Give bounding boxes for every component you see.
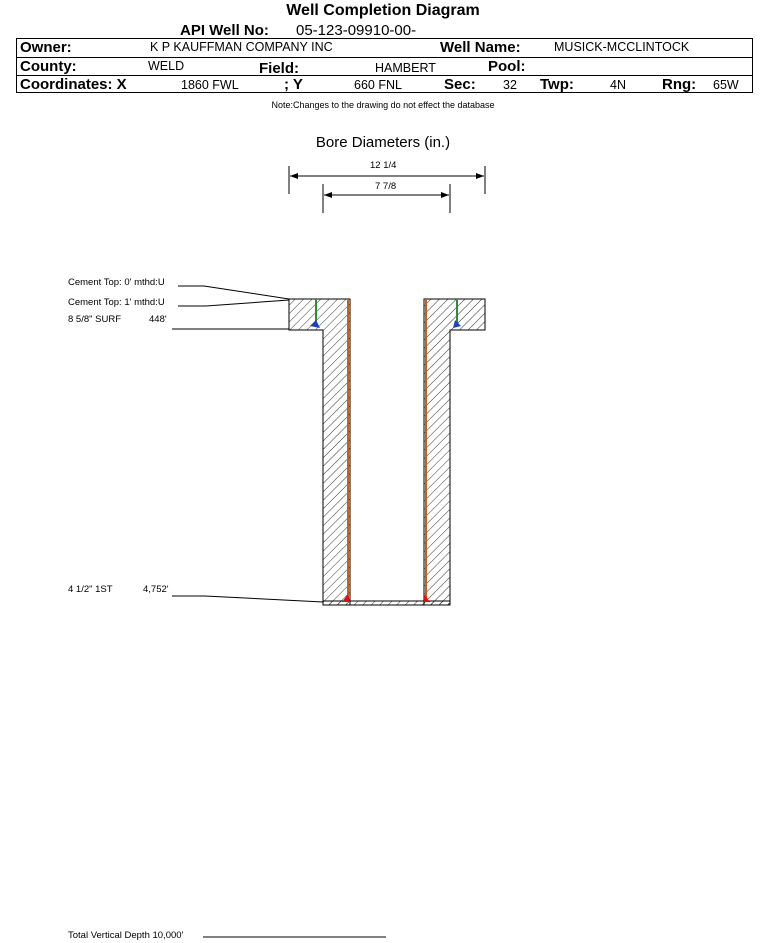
bore-diameters-title: Bore Diameters (in.): [315, 134, 451, 151]
coord-y-label: ; Y: [284, 76, 303, 93]
coord-x-label: Coordinates: X: [20, 76, 127, 93]
bottom-cement: [323, 601, 450, 605]
inner-diameter-dimension: [323, 184, 450, 213]
rng-label: Rng:: [662, 76, 697, 93]
surface-casing-depth: 448': [149, 314, 167, 325]
cement-top-label: Cement Top: 0' mthd:U: [68, 277, 165, 288]
inner-diameter-label: 7 7/8: [375, 181, 397, 192]
field-value: HAMBERT: [375, 61, 436, 75]
county-label: County:: [20, 58, 77, 75]
production-casing-label: 4 1/2" 1ST: [68, 584, 113, 595]
sec-label: Sec:: [444, 76, 476, 93]
twp-label: Twp:: [540, 76, 574, 93]
production-casing-depth: 4,752': [143, 584, 169, 595]
well-name-value: MUSICK-MCCLINTOCK: [554, 40, 690, 54]
diagram-title: Well Completion Diagram: [286, 2, 480, 19]
coord-x-value: 1860 FWL: [181, 78, 239, 92]
total-depth-label: Total Vertical Depth 10,000': [68, 930, 184, 941]
rng-value: 65W: [713, 78, 739, 92]
surface-casing-label: 8 5/8" SURF: [68, 314, 122, 325]
well-name-label: Well Name:: [440, 39, 521, 56]
right-wall-cement: [424, 299, 485, 605]
api-label: API Well No:: [180, 22, 269, 39]
left-wall-cement: [289, 299, 350, 605]
field-label: Field:: [259, 60, 299, 77]
outer-diameter-label: 12 1/4: [370, 160, 397, 171]
county-value: WELD: [148, 59, 185, 73]
leader-line: [172, 596, 323, 602]
pool-label: Pool:: [488, 58, 526, 75]
owner-value: K P KAUFFMAN COMPANY INC: [150, 40, 333, 54]
outer-diameter-dimension: [289, 166, 485, 194]
coord-y-value: 660 FNL: [354, 78, 402, 92]
owner-label: Owner:: [20, 39, 72, 56]
leader-line: [178, 286, 289, 299]
sec-value: 32: [503, 78, 517, 92]
twp-value: 4N: [610, 78, 626, 92]
leader-line: [178, 300, 289, 306]
database-note: Note:Changes to the drawing do not effect the database: [271, 100, 495, 110]
api-value: 05-123-09910-00-: [296, 22, 417, 39]
cement-top-label: Cement Top: 1' mthd:U: [68, 297, 165, 308]
